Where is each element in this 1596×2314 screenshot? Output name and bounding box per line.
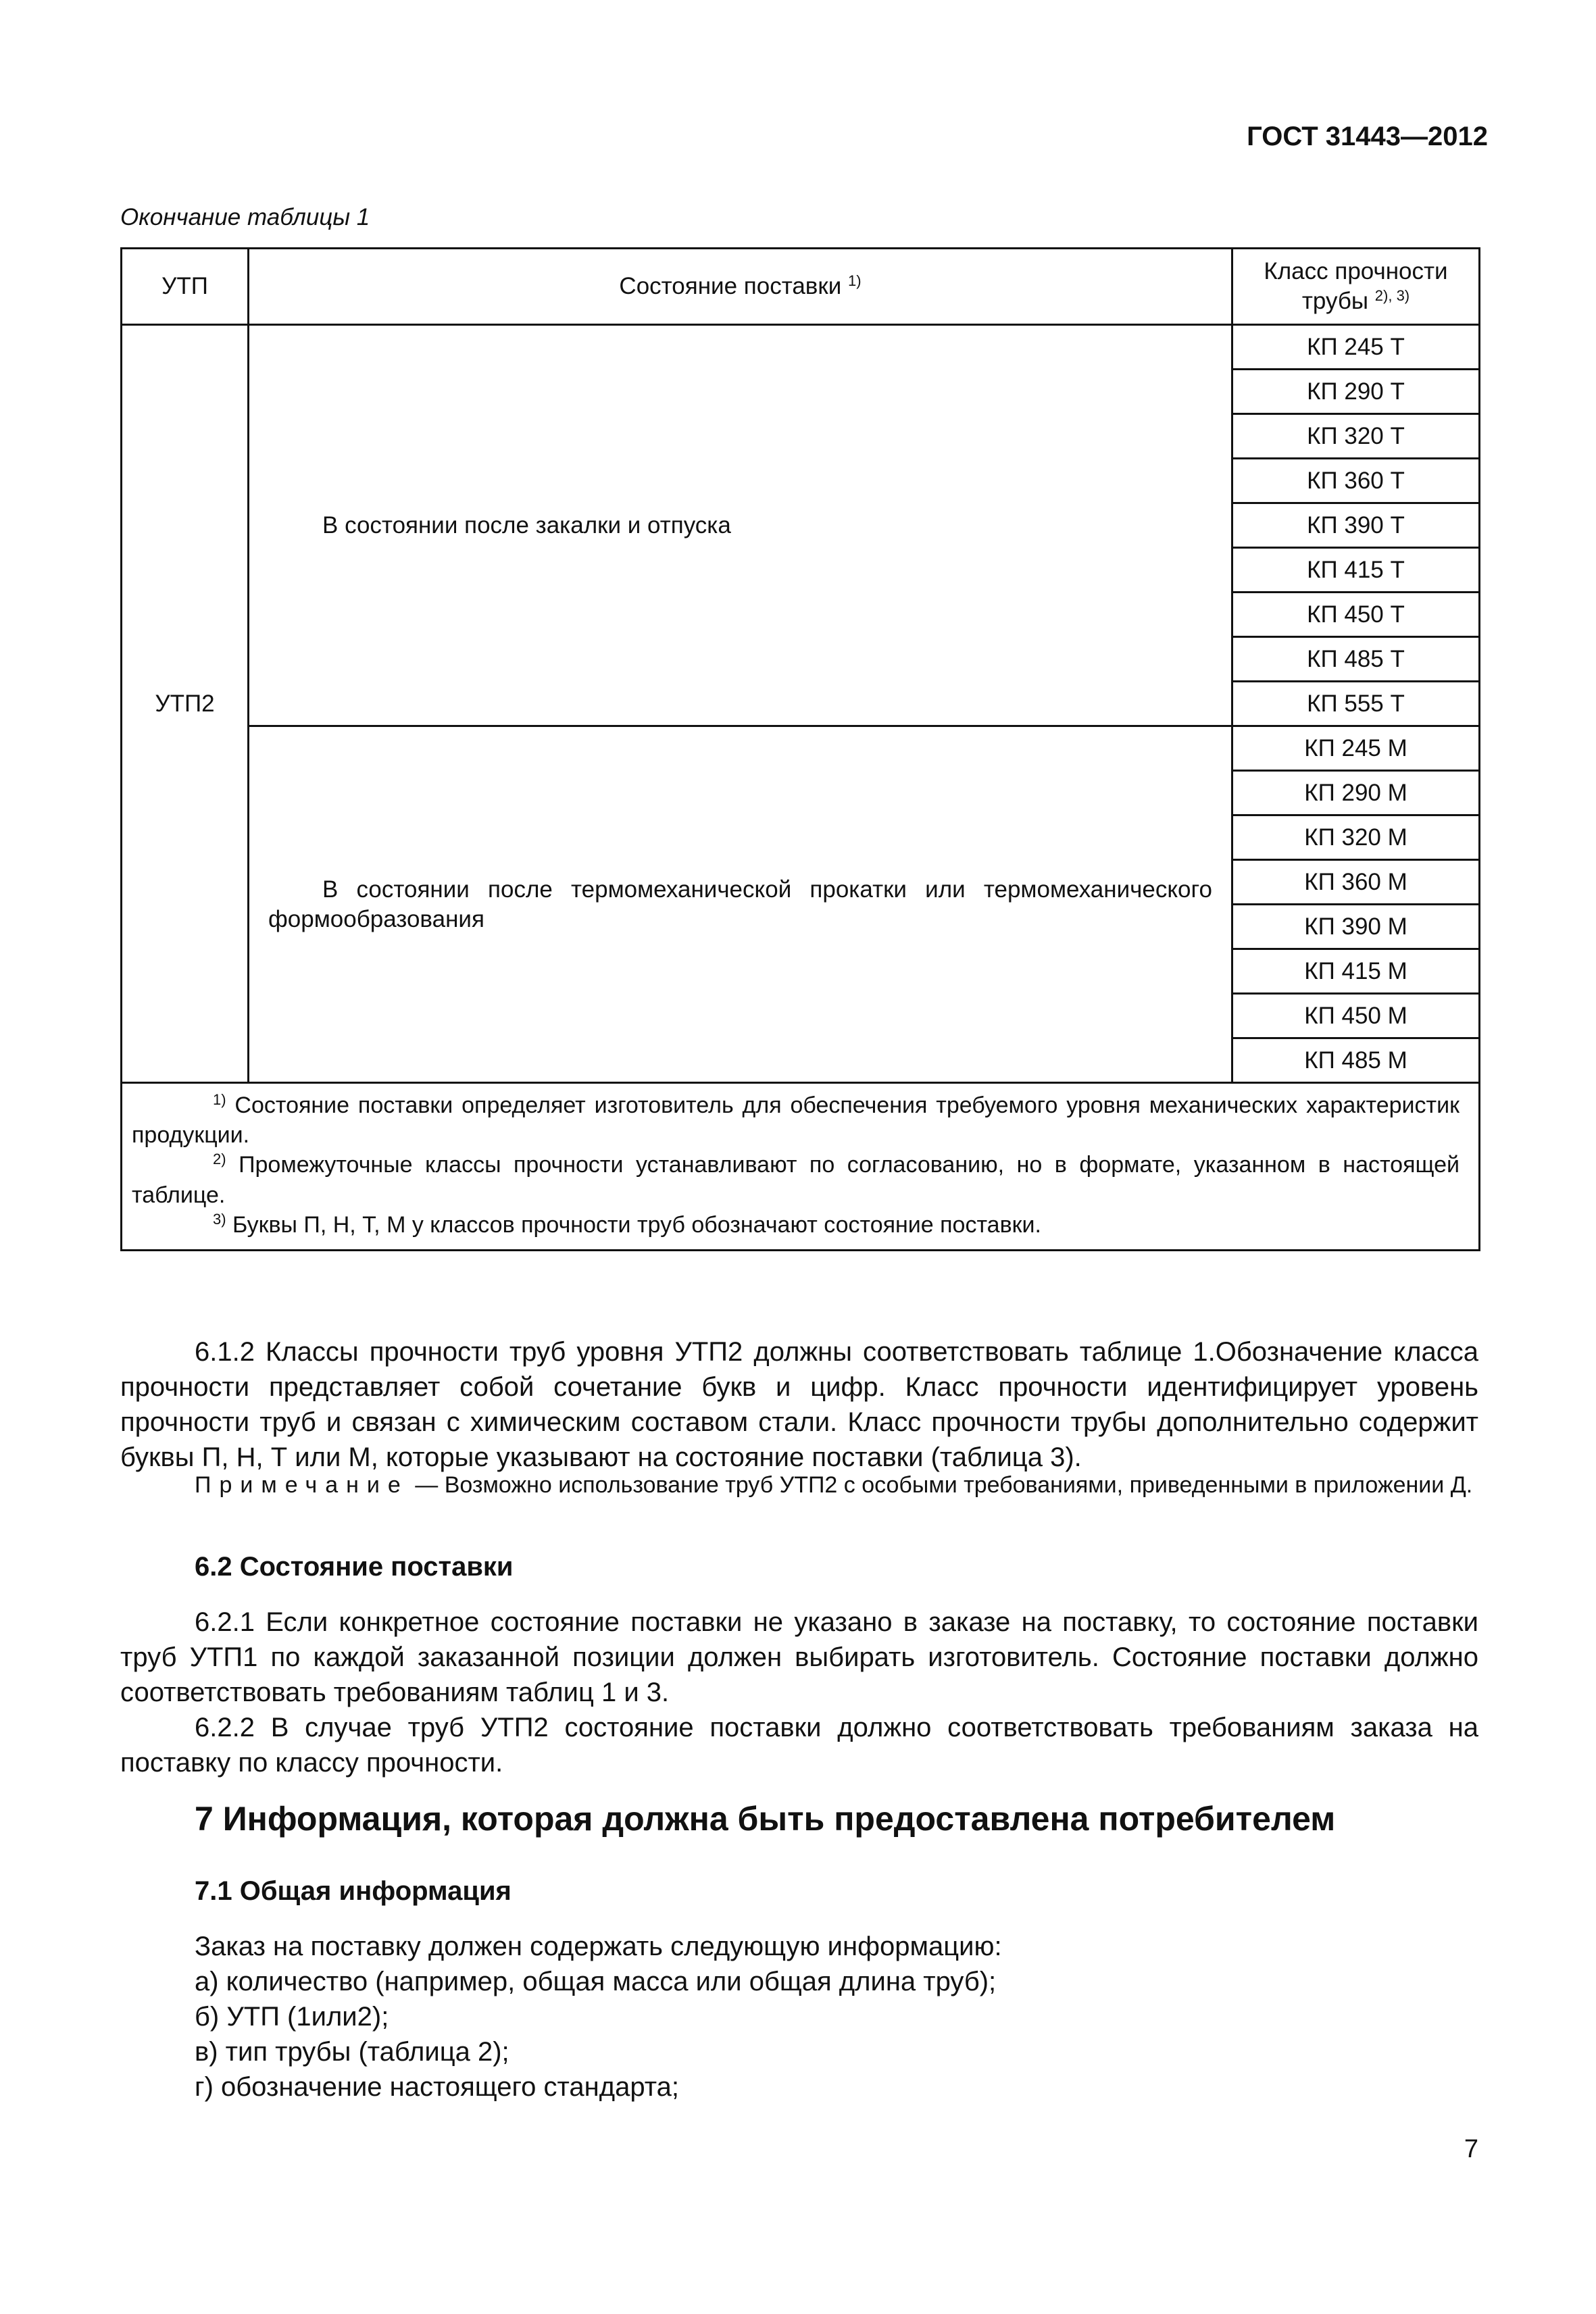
strength-class-cell: КП 360 Т bbox=[1232, 459, 1480, 503]
strength-class-cell: КП 555 Т bbox=[1232, 682, 1480, 726]
strength-class-cell: КП 290 Т bbox=[1232, 370, 1480, 414]
footnote-ref-2-3: 2), 3) bbox=[1374, 287, 1410, 304]
footnote bbox=[132, 1210, 1460, 1240]
table-footnotes-row bbox=[122, 1083, 1480, 1251]
footnote-mark: 2) bbox=[213, 1151, 226, 1168]
header-strength-class-line2: трубы bbox=[1301, 288, 1369, 314]
list-item: а) количество (например, общая масса или общая длина труб); bbox=[195, 1967, 997, 1996]
table-footnotes bbox=[122, 1083, 1480, 1251]
footnote-mark: 3) bbox=[213, 1210, 226, 1228]
header-strength-class-line1: Класс прочности bbox=[1264, 258, 1448, 285]
strength-class-cell: КП 450 Т bbox=[1232, 593, 1480, 637]
strength-class-cell: КП 415 М bbox=[1232, 949, 1480, 994]
paragraph-6-2-1: 6.2.1 Если конкретное состояние поставки не указано в заказе на поставку, то состояние поставки труб УТП1 по каждой заказанной позиции должен выбирать изготовитель. Состояние поставки должно соответствовать требованиям таблиц 1 и 3. bbox=[120, 1607, 1478, 1707]
note-text: — Возможно использование труб УТП2 с особыми требованиями, приведенными в приложении Д. bbox=[408, 1472, 1473, 1498]
section-7-1-heading: 7.1 Общая информация bbox=[195, 1876, 512, 1906]
strength-class-cell: КП 320 М bbox=[1232, 815, 1480, 860]
list-item: в) тип трубы (таблица 2); bbox=[195, 2037, 509, 2067]
strength-class-cell: КП 320 Т bbox=[1232, 414, 1480, 459]
page-number: 7 bbox=[1464, 2135, 1478, 2163]
strength-class-cell: КП 245 М bbox=[1232, 726, 1480, 771]
strength-class-cell: КП 485 Т bbox=[1232, 637, 1480, 682]
note bbox=[120, 1470, 1478, 1501]
delivery-state-text: В состоянии после термомеханической прокатки или термомеханического формообразования bbox=[268, 876, 1212, 932]
strength-class-cell: КП 390 М bbox=[1232, 905, 1480, 949]
utp-value-cell: УТП2 bbox=[122, 325, 249, 1083]
footnote-mark: 1) bbox=[213, 1091, 226, 1108]
paragraph-6-2-2: 6.2.2 В случае труб УТП2 состояние поставки должно соответствовать требованиям заказа на поставку по классу прочности. bbox=[120, 1713, 1478, 1778]
paragraph-6-1-2: 6.1.2 Классы прочности труб уровня УТП2 должны соответствовать таблице 1.Обозначение класса прочности представляет собой сочетание букв и цифр. Класс прочности идентифицирует уровень прочности труб и связан с химическим составом стали. Класс прочности трубы дополнительно содержит буквы П, Н, Т или М, которые указывают на состояние поставки (таблица 3). bbox=[120, 1337, 1478, 1472]
strength-class-table bbox=[120, 247, 1480, 1251]
section-6-2-body bbox=[120, 1605, 1478, 1780]
strength-class-cell: КП 390 Т bbox=[1232, 503, 1480, 548]
delivery-state-cell bbox=[249, 325, 1232, 726]
list-item: г) обозначение настоящего стандарта; bbox=[195, 2072, 679, 2102]
strength-class-cell: КП 360 М bbox=[1232, 860, 1480, 905]
section-6-2-heading: 6.2 Состояние поставки bbox=[195, 1552, 514, 1582]
strength-class-cell: КП 485 М bbox=[1232, 1038, 1480, 1083]
header-utp: УТП bbox=[122, 249, 249, 325]
header-delivery-state bbox=[249, 249, 1232, 325]
table-body bbox=[122, 325, 1480, 1083]
list-item: б) УТП (1или2); bbox=[195, 2002, 389, 2032]
document-code: ГОСТ 31443—2012 bbox=[1247, 122, 1488, 151]
section-7-heading: 7 Информация, которая должна быть предоставлена потребителем bbox=[195, 1800, 1336, 1838]
note-label: Примечание bbox=[195, 1472, 409, 1498]
table-row bbox=[122, 726, 1480, 771]
order-info-list bbox=[195, 1929, 1002, 2105]
footnote-text: Промежуточные классы прочности устанавливают по согласованию, но в формате, указанном в настоящей таблице. bbox=[132, 1152, 1460, 1208]
delivery-state-cell bbox=[249, 726, 1232, 1083]
footnote-ref-1: 1) bbox=[848, 272, 862, 290]
order-info-intro: Заказ на поставку должен содержать следующую информацию: bbox=[195, 1932, 1002, 1961]
table-caption: Окончание таблицы 1 bbox=[120, 204, 370, 230]
table-row bbox=[122, 325, 1480, 370]
table-header-row bbox=[122, 249, 1480, 325]
strength-class-cell: КП 290 М bbox=[1232, 771, 1480, 815]
header-delivery-state-label: Состояние поставки bbox=[619, 273, 842, 300]
footnote bbox=[132, 1090, 1460, 1150]
footnote-text: Состояние поставки определяет изготовитель для обеспечения требуемого уровня механических характеристик продукции. bbox=[132, 1092, 1460, 1149]
footnote bbox=[132, 1150, 1460, 1209]
header-strength-class bbox=[1232, 249, 1480, 325]
delivery-state-text: В состоянии после закалки и отпуска bbox=[322, 511, 731, 538]
strength-class-cell: КП 245 Т bbox=[1232, 325, 1480, 370]
strength-class-cell: КП 415 Т bbox=[1232, 548, 1480, 593]
footnote-text: Буквы П, Н, Т, М у классов прочности труб обозначают состояние поставки. bbox=[232, 1211, 1041, 1238]
strength-class-cell: КП 450 М bbox=[1232, 994, 1480, 1038]
